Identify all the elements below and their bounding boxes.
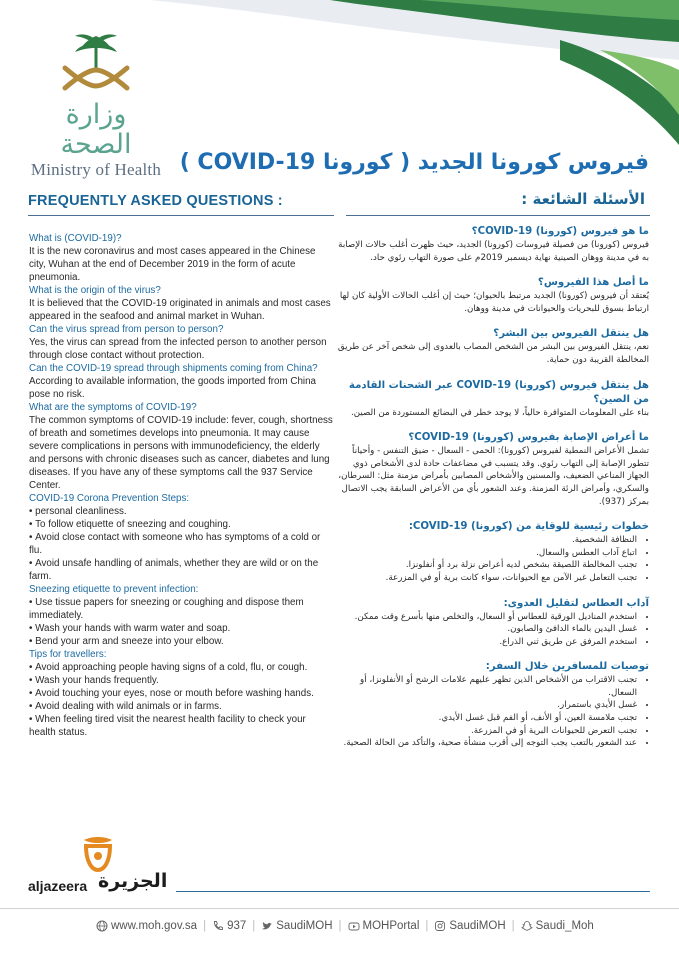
question-en: Tips for travellers: xyxy=(29,649,107,660)
list-item: • Bend your arm and sneeze into your elbow. xyxy=(29,635,334,648)
moh-logo xyxy=(26,30,166,179)
list-item: • تجنب التعامل غير الآمن مع الحيوانات، سواء كانت برية أو في المزرعة. xyxy=(337,572,637,585)
question-en: COVID-19 Corona Prevention Steps: xyxy=(29,493,190,504)
sneezing-list-ar xyxy=(337,611,649,649)
answer-ar: بناء على المعلومات المتوافرة حالياً، لا يوجد خطر في البضائع المستوردة من الصين. xyxy=(351,407,649,418)
aljazeera-emblem-icon xyxy=(78,836,118,874)
answer-ar: فيروس (كورونا) من فصيلة فيروسات (كورونا) الجديد، حيث ظهرت أغلب حالات الإصابة به في مدينة ووهان الصينية نهاية ديسمبر 2019م على صورة التهاب رئوي حاد. xyxy=(338,240,649,263)
question-ar: ما أصل هذا الفيروس؟ xyxy=(537,277,649,289)
english-column xyxy=(29,232,334,739)
snapchat-text: Saudi_Moh xyxy=(535,920,594,932)
question-ar: ما أعراض الإصابة بفيروس (كورونا) COVID-19؟ xyxy=(408,432,649,444)
aljazeera-name-ar: الجزيرة xyxy=(98,870,168,892)
travel-list-ar xyxy=(337,674,649,750)
website-link[interactable] xyxy=(96,920,197,932)
instagram-link[interactable] xyxy=(434,920,505,932)
contact-bar xyxy=(96,916,596,936)
list-item: • النظافة الشخصية. xyxy=(337,534,637,547)
footer-divider xyxy=(176,891,650,892)
arabic-column xyxy=(337,225,649,750)
youtube-icon xyxy=(348,920,360,932)
faq-heading-ar: الأسئلة الشائعة : xyxy=(521,190,645,208)
list-item: • Use tissue papers for sneezing or coughing and dispose them immediately. xyxy=(29,596,334,622)
youtube-link[interactable] xyxy=(348,920,420,932)
ministry-name-en: Ministry of Health xyxy=(30,160,162,179)
question-en: What is the origin of the virus? xyxy=(29,285,161,296)
question-ar: توصيات للمسافرين خلال السفر: xyxy=(485,661,649,673)
faq-heading-en: FREQUENTLY ASKED QUESTIONS : xyxy=(28,193,283,209)
answer-ar: يُعتقد أن فيروس (كورونا) الجديد مرتبط بالحيوان؛ حيث إن أغلب الحالات الأولية كان لها ارتباط بسوق للبحريات والحيوانات في مدينة ووهان. xyxy=(339,291,649,314)
question-ar: هل ينتقل الفيروس بين البشر؟ xyxy=(493,328,649,340)
snapchat-icon xyxy=(521,920,533,932)
answer-ar: نعم، ينتقل الفيروس بين البشر من الشخص المصاب بالعدوى إلى شخص آخر عن طريق المخالطة القريبة دون حماية. xyxy=(337,342,649,365)
youtube-text: MOHPortal xyxy=(362,920,420,932)
question-en: Sneezing etiquette to prevent infection: xyxy=(29,584,199,595)
answer-en: It is the new coronavirus and most cases appeared in the Chinese city, Wuhan at the end of December 2019 in the form of acute pneumonia. xyxy=(29,246,316,283)
prevention-list-ar xyxy=(337,534,649,584)
list-item: • عند الشعور بالتعب يجب التوجه إلى أقرب منشأة صحية، والتأكد من الحالة الصحية. xyxy=(337,737,637,750)
list-item: • غسل اليدين بالماء الدافئ والصابون. xyxy=(337,623,637,636)
list-item: • تجنب المخالطة اللصيقة بشخص لديه أعراض نزلة برد أو أنفلونزا. xyxy=(337,559,637,572)
question-ar: خطوات رئيسية للوقاية من (كورونا) COVID-19: xyxy=(408,521,649,533)
instagram-icon xyxy=(434,920,446,932)
phone-link[interactable] xyxy=(212,920,246,932)
list-item: • When feeling tired visit the nearest health facility to check your health status. xyxy=(29,713,334,739)
footer-top-border xyxy=(0,908,679,909)
prevention-list-en xyxy=(29,505,334,583)
list-item: • استخدم المناديل الورقية للعطاس أو السعال، والتخلص منها بأسرع وقت ممكن. xyxy=(337,611,637,624)
list-item: • تجنب الاقتراب من الأشخاص الذين تظهر عليهم علامات الرشح أو الأنفلونزا، أو السعال. xyxy=(337,674,637,699)
twitter-text: SaudiMOH xyxy=(276,920,333,932)
palm-emblem-icon xyxy=(51,30,141,100)
separator: | xyxy=(338,920,342,932)
aljazeera-name-en: aljazeera xyxy=(28,878,88,894)
separator: | xyxy=(511,920,515,932)
list-item: • غسل الأيدي باستمرار. xyxy=(337,699,637,712)
separator: | xyxy=(203,920,207,932)
list-item: • اتباع آداب العطس والسعال. xyxy=(337,547,637,560)
answer-en: Yes, the virus can spread from the infected person to another person through close contact without protection. xyxy=(29,337,327,361)
list-item: • Avoid touching your eyes, nose or mouth before washing hands. xyxy=(29,687,334,700)
question-en: Can the COVID-19 spread through shipments coming from China? xyxy=(29,363,318,374)
question-en: What are the symptoms of COVID-19? xyxy=(29,402,197,413)
twitter-link[interactable] xyxy=(261,920,332,932)
list-item: • Wash your hands frequently. xyxy=(29,674,334,687)
answer-en: According to available information, the goods imported from China pose no risk. xyxy=(29,376,316,400)
question-en: Can the virus spread from person to person? xyxy=(29,324,224,335)
list-item: • Avoid unsafe handling of animals, whether they are wild or on the farm. xyxy=(29,557,334,583)
phone-icon xyxy=(212,920,224,932)
separator: | xyxy=(252,920,256,932)
list-item: • personal cleanliness. xyxy=(29,505,334,518)
answer-ar: تشمل الأعراض النمطية لفيروس (كورونا): الحمى - السعال - ضيق التنفس - وأحياناً تتطور الإصابة إلى التهاب رئوي. وقد يتسبب في مضاعفات حادة لدى الأشخاص ذوي الجهاز المناعي الضعيف، والمسنين والأشخاص المصابين بأمراض مزمنة مثل: السرطان، والسكري، وأمراض الرئة المزمنة. وعند الشعور بأي من الأعراض السابقة يجب الاتصال بمركز (937). xyxy=(338,446,649,507)
list-item: • To follow etiquette of sneezing and coughing. xyxy=(29,518,334,531)
separator: | xyxy=(425,920,429,932)
heading-divider-ar xyxy=(346,215,650,216)
list-item: • Avoid close contact with someone who has symptoms of a cold or flu. xyxy=(29,531,334,557)
globe-icon xyxy=(96,920,108,932)
answer-en: It is believed that the COVID-19 originated in animals and most cases appeared in the seafood and animal market in Wuhan. xyxy=(29,298,331,322)
list-item: • تجنب التعرض للحيوانات البرية أو في المزرعة. xyxy=(337,725,637,738)
question-ar: آداب العطاس لتقليل العدوى: xyxy=(503,597,649,609)
travel-list-en xyxy=(29,661,334,739)
page-title: فيروس كورونا الجديد ( كورونا COVID-19 ) xyxy=(179,150,649,175)
list-item: • Wash your hands with warm water and soap. xyxy=(29,622,334,635)
snapchat-link[interactable] xyxy=(521,920,594,932)
heading-divider-en xyxy=(28,215,334,216)
ministry-name-ar: وزارة الصحة xyxy=(60,99,132,160)
website-text: www.moh.gov.sa xyxy=(111,920,198,932)
instagram-text: SaudiMOH xyxy=(449,920,506,932)
list-item: • Avoid approaching people having signs of a cold, flu, or cough. xyxy=(29,661,334,674)
answer-en: The common symptoms of COVID-19 include: fever, cough, shortness of breath and sometimes develops into pneumonia. It may cause severe complications in persons with immunodeficiency, the elderly and persons with chronic diseases such as cancer, diabetes and lung diseases. If you have any of these symptoms call the 937 Service Center. xyxy=(29,415,333,491)
list-item: • تجنب ملامسة العين، أو الأنف، أو الفم قبل غسل الأيدي. xyxy=(337,712,637,725)
list-item: • Avoid dealing with wild animals or in farms. xyxy=(29,700,334,713)
list-item: • استخدم المرفق عن طريق ثني الذراع. xyxy=(337,636,637,649)
question-en: What is (COVID-19)? xyxy=(29,233,122,244)
twitter-icon xyxy=(261,920,273,932)
question-ar: هل ينتقل فيروس (كورونا) COVID-19 عبر الشحنات القادمة من الصين؟ xyxy=(348,379,649,405)
sneezing-list-en xyxy=(29,596,334,648)
aljazeera-logo xyxy=(28,836,168,898)
question-ar: ما هو فيروس (كورونا) COVID-19؟ xyxy=(471,226,649,237)
phone-text: 937 xyxy=(227,920,247,932)
